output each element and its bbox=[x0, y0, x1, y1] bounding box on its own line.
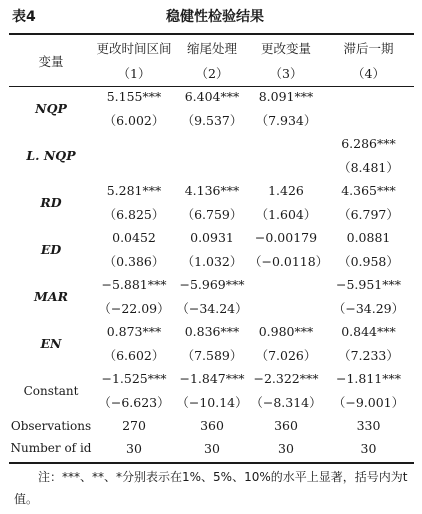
tstat-cell: （7.934） bbox=[255, 113, 317, 128]
table-row bbox=[9, 414, 414, 437]
coef-cell: −5.969*** bbox=[179, 277, 245, 292]
coef-cell: −1.525*** bbox=[101, 371, 167, 386]
coef-cell bbox=[93, 132, 175, 155]
row-label-number-of-id: Number of id bbox=[10, 441, 92, 455]
table-title: 稳健性检验结果 bbox=[166, 9, 264, 25]
tstat-cell bbox=[93, 155, 175, 179]
coef-cell bbox=[249, 273, 323, 296]
row-label-lagged-nqp: L. NQP bbox=[26, 148, 76, 163]
stat-cell: 360 bbox=[274, 418, 298, 433]
stat-cell: 30 bbox=[204, 440, 220, 456]
tstat-cell bbox=[249, 296, 323, 320]
tstat-cell: （6.002） bbox=[103, 113, 165, 128]
col-header-3: 更改变量 bbox=[260, 41, 311, 56]
coef-cell: 0.980*** bbox=[258, 324, 314, 339]
table-caption bbox=[0, 6, 422, 28]
tstat-cell: （−10.14） bbox=[176, 395, 248, 410]
tstat-cell: （7.589） bbox=[181, 348, 243, 363]
col-number-4: （4） bbox=[352, 65, 385, 81]
coef-cell: −2.322*** bbox=[253, 371, 319, 386]
tstat-cell: （8.481） bbox=[338, 160, 399, 175]
tstat-cell: （6.759） bbox=[181, 207, 243, 222]
coef-cell: 8.091*** bbox=[258, 89, 314, 104]
row-label-mar: MAR bbox=[34, 289, 68, 304]
table-row bbox=[9, 437, 414, 459]
coef-cell bbox=[249, 132, 323, 155]
tstat-cell: （−8.314） bbox=[250, 395, 322, 410]
coef-cell: 0.0881 bbox=[346, 230, 391, 245]
tstat-cell: （−34.24） bbox=[176, 301, 248, 316]
coef-cell: 0.844*** bbox=[341, 324, 396, 339]
stat-cell: 360 bbox=[200, 418, 224, 433]
row-label-en: EN bbox=[40, 336, 62, 351]
tstat-cell: （9.537） bbox=[181, 113, 243, 128]
coef-cell: 0.0931 bbox=[190, 230, 234, 245]
tstat-cell: （−9.001） bbox=[332, 395, 405, 410]
table-row bbox=[9, 226, 414, 249]
tstat-cell: （1.604） bbox=[255, 207, 317, 222]
coef-cell: −0.00179 bbox=[254, 230, 318, 245]
stat-cell: 30 bbox=[360, 440, 377, 456]
stat-cell: 30 bbox=[126, 440, 142, 456]
bottom-rule bbox=[9, 462, 414, 464]
stat-cell: 330 bbox=[356, 418, 381, 433]
table-note: 注：***、**、*分别表示在1%、5%、10%的水平上显著，括号内为t值。 bbox=[14, 470, 408, 506]
coef-cell: 1.426 bbox=[268, 183, 304, 198]
tstat-cell: （−0.0118） bbox=[249, 254, 329, 269]
top-rule bbox=[9, 33, 414, 35]
table-row bbox=[9, 320, 414, 343]
table-row bbox=[9, 179, 414, 202]
variable-header: 变量 bbox=[38, 53, 64, 69]
row-label-ed: ED bbox=[40, 242, 62, 257]
tstat-cell: （7.233） bbox=[338, 348, 399, 363]
coef-cell: 6.286*** bbox=[341, 136, 396, 151]
coef-cell: −1.811*** bbox=[335, 371, 401, 386]
tstat-cell: （−22.09） bbox=[98, 301, 170, 316]
tstat-cell bbox=[323, 108, 414, 132]
table-row bbox=[9, 367, 414, 390]
coef-cell bbox=[323, 85, 414, 108]
coef-cell: 0.0452 bbox=[112, 230, 156, 245]
tstat-cell: （−6.623） bbox=[98, 395, 170, 410]
tstat-cell: （6.797） bbox=[338, 207, 399, 222]
tstat-cell: （6.602） bbox=[103, 348, 165, 363]
coef-cell: −1.847*** bbox=[179, 371, 245, 386]
stat-cell: 270 bbox=[122, 418, 146, 433]
table-number: 表4 bbox=[12, 9, 36, 25]
coef-cell: 4.365*** bbox=[341, 183, 396, 198]
col-number-2: （2） bbox=[195, 65, 229, 81]
row-label-constant: Constant bbox=[23, 383, 79, 398]
coef-cell bbox=[175, 132, 249, 155]
tstat-cell: （−34.29） bbox=[332, 301, 405, 316]
table-row bbox=[9, 273, 414, 296]
col-header-1: 更改时间区间 bbox=[96, 41, 172, 56]
tstat-cell: （7.026） bbox=[255, 348, 317, 363]
col-header-4: 滞后一期 bbox=[343, 41, 394, 56]
col-header-2: 缩尾处理 bbox=[186, 41, 237, 56]
coef-cell: −5.881*** bbox=[101, 277, 167, 292]
tstat-cell: （6.825） bbox=[103, 207, 165, 222]
table-row bbox=[9, 85, 414, 108]
row-label-observations: Observations bbox=[10, 418, 92, 433]
row-label-nqp: NQP bbox=[35, 101, 67, 116]
tstat-cell: （0.958） bbox=[338, 254, 399, 269]
stat-cell: 30 bbox=[278, 440, 294, 456]
tstat-cell: （0.386） bbox=[103, 254, 165, 269]
header-row bbox=[9, 36, 414, 60]
coef-cell: −5.951*** bbox=[335, 277, 401, 292]
row-label-rd: RD bbox=[40, 195, 62, 210]
col-number-1: （1） bbox=[117, 65, 151, 81]
table-row bbox=[9, 132, 414, 155]
tstat-cell: （1.032） bbox=[181, 254, 243, 269]
tstat-cell bbox=[175, 155, 249, 179]
coef-cell: 5.281*** bbox=[106, 183, 162, 198]
col-number-3: （3） bbox=[269, 65, 303, 81]
coef-cell: 6.404*** bbox=[184, 89, 240, 104]
coef-cell: 5.155*** bbox=[106, 89, 162, 104]
coef-cell: 4.136*** bbox=[184, 183, 240, 198]
coef-cell: 0.873*** bbox=[106, 324, 162, 339]
coef-cell: 0.836*** bbox=[184, 324, 240, 339]
results-table bbox=[9, 36, 414, 459]
tstat-cell bbox=[249, 155, 323, 179]
